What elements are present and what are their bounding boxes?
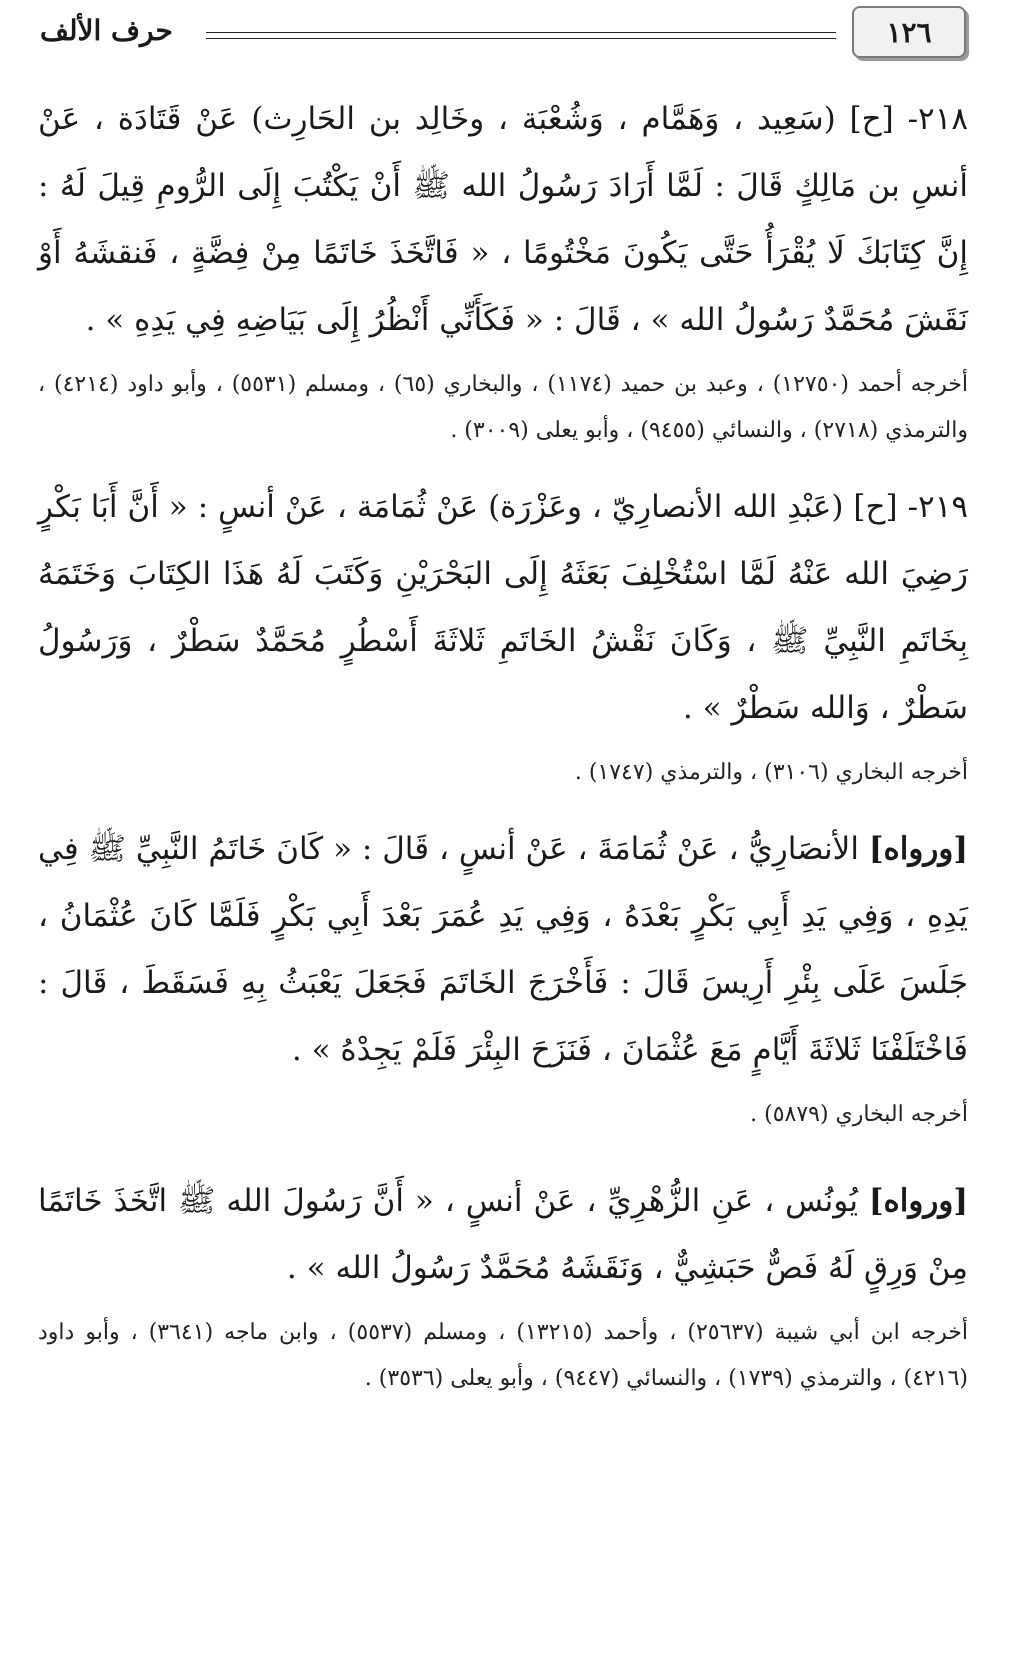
riwaya-text: يُونُس ، عَنِ الزُّهْرِيِّ ، عَنْ أنسٍ ، « أَنَّ رَسُولَ الله ﷺ اتَّخَذَ خَاتَمًا مِنْ وَرِقٍ لَهُ فَصٌّ حَبَشِيٌّ ، وَنَقَشَهُ مُحَمَّدٌ رَسُولُ الله » . (38, 1183, 968, 1286)
hadith-218 (38, 86, 968, 354)
riwaya-text: الأنصَارِيُّ ، عَنْ ثُمَامَةَ ، عَنْ أنسٍ ، قَالَ : « كَانَ خَاتَمُ النَّبِيِّ ﷺ فِي يَدِهِ ، وَفِي يَدِ أَبِي بَكْرٍ بَعْدَهُ ، وَفِي يَدِ عُمَرَ بَعْدَ أَبِي بَكْرٍ فَلَمَّا كَانَ عُثْمَانُ ، جَلَسَ عَلَى بِئْرِ أَرِيسَ قَالَ : فَأَخْرَجَ الخَاتَمَ فَجَعَلَ يَعْبَثُ بِهِ فَسَقَطَ ، قَالَ : فَاخْتَلَفْنَا ثَلاثَةَ أَيَّامٍ مَعَ عُثْمَانَ ، فَنَزَحَ البِئْرَ فَلَمْ يَجِدْهُ » . (38, 831, 968, 1068)
riwaya-ansari (38, 816, 968, 1084)
hadith-text: [ح] (عَبْدِ الله الأنصارِيّ ، وعَزْرَة) عَنْ ثُمَامَة ، عَنْ أنسٍ : « أَنَّ أَبَا بَكْرٍ رَضِيَ الله عَنْهُ لَمَّا اسْتُخْلِفَ بَعَثَهُ إِلَى البَحْرَيْنِ وَكَتَبَ لَهُ هَذَا الكِتَابَ وَخَتَمَهُ بِخَاتَمِ النَّبِيِّ ﷺ ، وَكَانَ نَقْشُ الخَاتَمِ ثَلاثَةَ أَسْطُرٍ مُحَمَّدٌ سَطْرٌ ، وَرَسُولُ سَطْرٌ ، وَالله سَطْرٌ » . (38, 489, 968, 726)
page-number: ١٢٦ (852, 6, 966, 58)
hadith-text: [ح] (سَعِيد ، وَهَمَّام ، وَشُعْبَة ، وخَالِد بن الحَارِث) عَنْ قَتَادَة ، عَنْ أنسِ بن مَالِكٍ قَالَ : لَمَّا أَرَادَ رَسُولُ الله ﷺ أَنْ يَكْتُبَ إِلَى الرُّومِ قِيلَ لَهُ : إِنَّ كِتَابَكَ لَا يُقْرَأُ حَتَّى يَكُونَ مَخْتُومًا ، « فَاتَّخَذَ خَاتَمًا مِنْ فِضَّةٍ ، فَنقشَهُ أَوْ نَقَشَ مُحَمَّدٌ رَسُولُ الله » ، قَالَ : « فَكَأَنِّي أَنْظُرُ إِلَى بَيَاضِهِ فِي يَدِهِ » . (38, 101, 968, 338)
hadith-number: ٢١٩- (907, 489, 968, 525)
riwaya-lead: [ورواه] (868, 1183, 968, 1219)
riwaya-lead: [ورواه] (868, 831, 968, 867)
riwaya-yunus (38, 1168, 968, 1302)
takhrij-ansari: أخرجه البخاري (٥٨٧٩) . (750, 1102, 968, 1127)
page-header (36, 0, 966, 70)
takhrij-218: أخرجه أحمد (١٢٧٥٠) ، وعبد بن حميد (١١٧٤) ، والبخاري (٦٥) ، ومسلم (٥٥٣١) ، وأبو داود (٤٢١٤) ، والترمذي (٢٧١٨) ، والنسائي (٩٤٥٥) ، وأبو يعلى (٣٠٠٩) . (38, 372, 968, 443)
header-rule (206, 32, 836, 39)
hadith-219 (38, 474, 968, 742)
takhrij-219: أخرجه البخاري (٣١٠٦) ، والترمذي (١٧٤٧) . (574, 760, 968, 785)
chapter-title: حرف الألف (40, 14, 173, 47)
page-content (38, 86, 968, 1422)
takhrij-yunus: أخرجه ابن أبي شيبة (٢٥٦٣٧) ، وأحمد (١٣٢١٥) ، ومسلم (٥٥٣٧) ، وابن ماجه (٣٦٤١) ، وأبو داود (٤٢١٦) ، والترمذي (١٧٣٩) ، والنسائي (٩٤٤٧) ، وأبو يعلى (٣٥٣٦) . (38, 1320, 968, 1391)
hadith-number: ٢١٨- (907, 101, 968, 137)
